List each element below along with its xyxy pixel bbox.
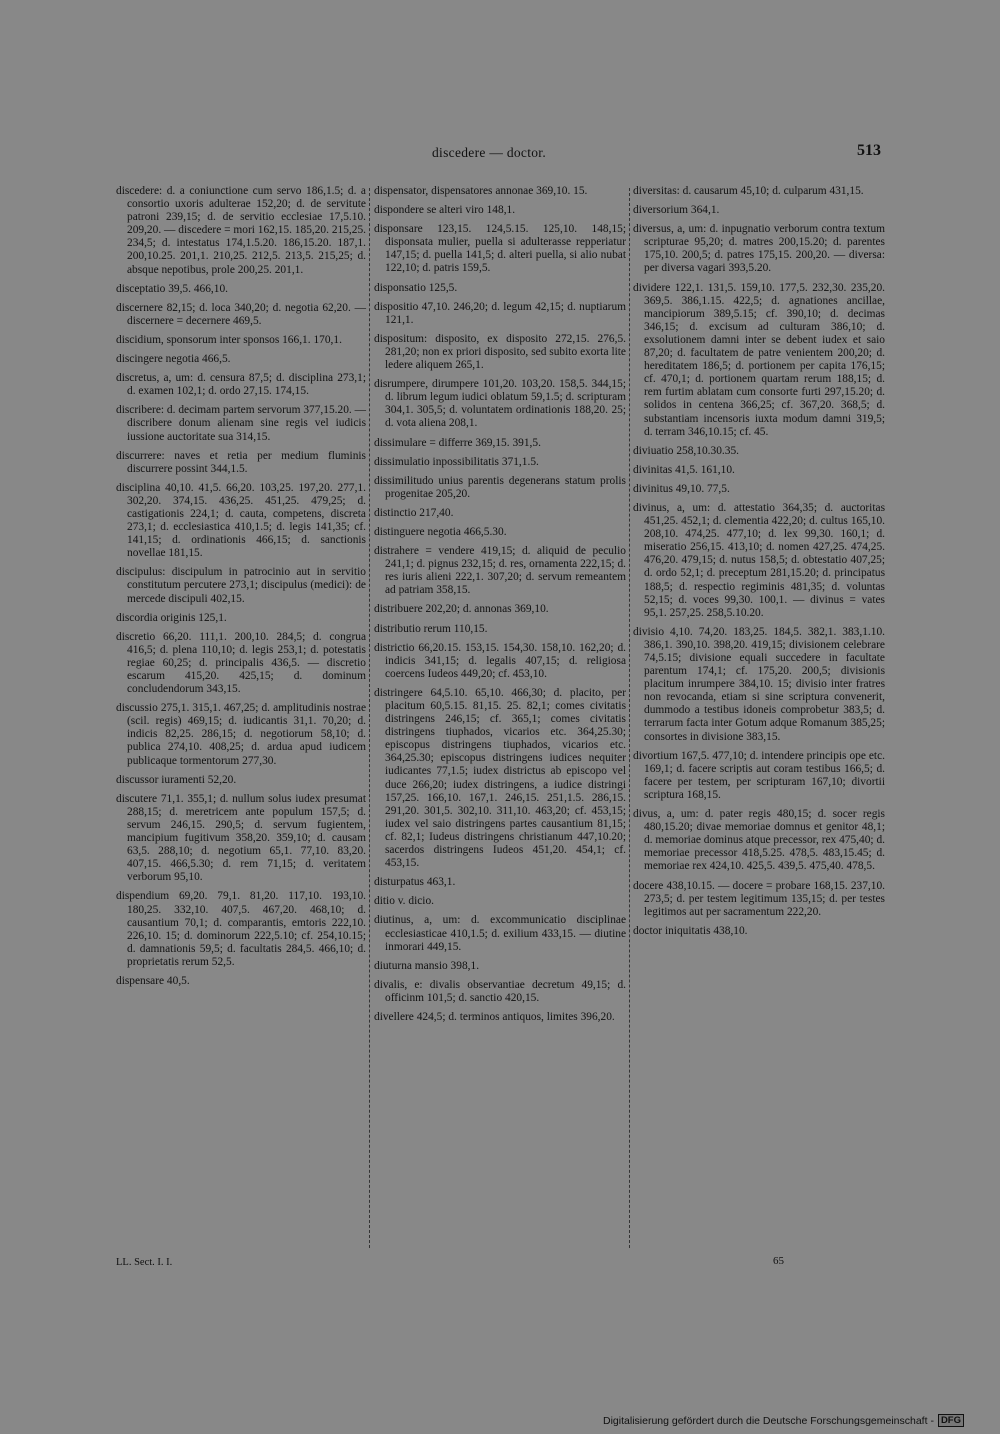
index-entry: dispendium 69,20. 79,1. 81,20. 117,10. 193,10. 180,25. 332,10. 407,5. 467,20. 468,10; d. causantium 70,1; d. comparantis, emtoris 222,10. 226,10. 15; d. dominorum 222,5.10; cf. 254,10.15; d. damnationis 59,5; d. facultatis 284,5. 466,10; d. proprietatis rerum 52,5. [116, 890, 366, 968]
index-entry: discidium, sponsorum inter sponsos 166,1. 170,1. [116, 333, 342, 346]
index-entry: diversus, a, um: d. inpugnatio verborum contra textum scripturae 95,20; d. matres 200,15.20; d. parentes 175,10. 200,5; d. patres 175,15. 200,20. — diversa: per diversa vagari 393,5.20. [633, 223, 885, 275]
index-entry: distinctio 217,40. [374, 506, 454, 519]
running-title: discedere — doctor. [432, 145, 547, 160]
page-header [0, 142, 1000, 169]
index-entry: distrahere = vendere 419,15; d. aliquid de peculio 241,1; d. pignus 232,15; d. res, ornamenta 222,15; d. res iuris alieni 222,1. 307,20; d. servum remeantem ad patriam 358,15. [374, 545, 626, 597]
index-entry: discipulus: discipulum in patrocinio aut in servitio constitutum percutere 273,1; discipulus (medici): de mercede discipuli 402,15. [116, 566, 366, 605]
funding-credit [603, 1414, 964, 1427]
index-entry: dispositio 47,10. 246,20; d. legum 42,15; d. nuptiarum 121,1. [374, 300, 626, 326]
index-entry: divinitus 49,10. 77,5. [633, 482, 730, 495]
dfg-logo-icon: DFG [938, 1414, 964, 1427]
index-entry: docere 438,10.15. — docere = probare 168,15. 237,10. 273,5; d. per testem legitimum 135,15; d. per testes legitimos aut per sacramentum 222,20. [633, 879, 885, 918]
index-entry: discribere: d. decimam partem servorum 377,15.20. — discribere donum alienam sine regis vel iudicis iussione auctoritate sua 314,15. [116, 404, 366, 443]
index-entry: dispondere se alteri viro 148,1. [374, 204, 516, 217]
index-entry: disponsatio 125,5. [374, 281, 458, 294]
sheet-number: 65 [773, 1255, 784, 1267]
index-entry: diutinus, a, um: d. excommunicatio disciplinae ecclesiasticae 410,1.5; d. exilium 433,15. — diutine inmorari 449,15. [374, 914, 626, 953]
index-entry: diversorium 364,1. [633, 204, 720, 217]
column-divider-2 [629, 188, 630, 1248]
index-entry: ditio v. dicio. [374, 895, 435, 908]
index-entry: districtio 66,20.15. 153,15. 154,30. 158,10. 162,20; d. indicis 341,15; d. legalis 407,15; d. religiosa coercens Iudeos 449,20; cf. 453,10. [374, 641, 626, 680]
index-entry: dispositum: disposito, ex disposito 272,15. 276,5. 281,20; non ex priori disposito, sed subito exorta lite ledere aliquem 265,1. [374, 332, 626, 372]
page-number: 513 [857, 142, 881, 159]
index-entry: divisio 4,10. 74,20. 183,25. 184,5. 382,1. 383,1.10. 386,1. 390,10. 398,20. 419,15; divisionem celebrare 74,5.15; divisione equali succedere in facultate parentum 174,1; cf. 175,20. 200,5; divisionis placitum inrumpere 384,10. 15; divisio inter fratres non revocanda, etiam si sine scriptura convenerit, dummodo a testibus idoneis comprobetur 383,5; d. terrarum facta inter Gotum adque Romanum 385,25; consortes in divisione 383,15. [633, 625, 885, 743]
index-entry: diuturna mansio 398,1. [374, 959, 480, 972]
index-entry: divalis, e: divalis observantiae decretum 49,15; d. officinm 101,5; d. sanctio 420,15. [374, 978, 626, 1004]
column-divider-1 [369, 188, 370, 1248]
index-entry: diviuatio 258,10.30.35. [633, 444, 739, 457]
sheet-signature: LL. Sect. I. I. [116, 1257, 173, 1268]
index-entry: divus, a, um: d. pater regis 480,15; d. socer regis 480,15.20; divae memoriae domnus et genitor 48,1; d. memoriae dominus atque precessor, rex 475,40; d. memoriae precessor 418,5.25. 478,5. 483,15.45; d. memoriae rex 424,10. 425,5. 439,5. 475,40. 478,5. [633, 808, 885, 873]
index-entry: discussor iuramenti 52,20. [116, 773, 237, 786]
index-column-1 [116, 185, 366, 994]
index-entry: discussio 275,1. 315,1. 467,25; d. amplitudinis nostrae (scil. regis) 469,15; d. iudicantis 31,1. 70,20; d. indicis 82,25. 286,15; d. negotiorum 58,10; d. publica 274,10. 408,25; d. ardua apud iudicem publicaque tormentorum 277,30. [116, 702, 366, 767]
index-entry: distinguere negotia 466,5.30. [374, 525, 507, 538]
index-entry: divinus, a, um: d. attestatio 364,35; d. auctoritas 451,25. 452,1; d. clementia 422,20; d. cultus 165,10. 208,10. 474,25. 477,10; d. lex 99,30. 160,1; d. miseratio 256,15. 413,10; d. nomen 427,25. 474,25. 476,20. 479,15; d. nutus 158,5; d. obtestatio 407,25; d. ordo 52,1; d. preceptum 281,15.20; d. principatus 188,5; d. respectio regiminis 481,35; d. voluntas 52,15; d. voces 99,30. 100,1. — divinus = vates 95,1. 257,25. 258,5.10.20. [633, 501, 885, 619]
index-entry: divortium 167,5. 477,10; d. intendere principis ope etc. 169,1; d. facere scriptis aut coram testibus 166,5; d. facere per testem, per scripturam 167,10; divortii scriptura 168,15. [633, 749, 885, 801]
index-entry: disciplina 40,10. 41,5. 66,20. 103,25. 197,20. 277,1. 302,20. 374,15. 436,25. 451,25. 479,25; d. castigationis 224,1; d. cauta, competens, discreta 273,1; d. ecclesiastica 410,1.5; d. legis 141,35; cf. 141,15; d. ordinationis 466,15; d. sanctionis novellae 181,15. [116, 481, 366, 560]
index-column-3 [633, 185, 885, 944]
index-entry: discedere: d. a coniunctione cum servo 186,1.5; d. a consortio uxoris adulterae 152,20; d. de servitute patroni 239,15; d. de servitio ecclesiae 17,5.10. 209,20. — discedere = mori 162,15. 185,20. 215,25. 234,5; d. intestatus 174,1.5.20. 186,15.20. 187,1. 200,10.25. 201,1. 210,25. 212,5. 213,5. 215,25; d. absque nepotibus, prole 200,25. 201,1. [116, 185, 366, 276]
index-entry: divinitas 41,5. 161,10. [633, 463, 735, 476]
index-entry: dispensator, dispensatores annonae 369,10. 15. [374, 185, 588, 197]
index-entry: disrumpere, dirumpere 101,20. 103,20. 158,5. 344,15; d. librum legum iudici oblatum 59,1.5; d. scripturam 304,1. 305,5; d. voluntatem ordinationis 188,20. 25; d. vota aliena 208,1. [374, 378, 626, 430]
index-entry: discingere negotia 466,5. [116, 353, 231, 366]
index-entry: dispensare 40,5. [116, 974, 190, 987]
index-entry: dissimulatio inpossibilitatis 371,1.5. [374, 455, 539, 468]
index-entry: discordia originis 125,1. [116, 611, 227, 624]
index-entry: discurrere: naves et retia per medium fluminis discurrere possint 344,1.5. [116, 449, 366, 475]
index-entry: disturpatus 463,1. [374, 876, 456, 889]
index-entry: discretus, a, um: d. censura 87,5; d. disciplina 273,1; d. examen 102,1; d. ordo 27,15. 174,15. [116, 372, 366, 398]
index-entry: divellere 424,5; d. terminos antiquos, limites 396,20. [374, 1010, 615, 1023]
index-entry: doctor iniquitatis 438,10. [633, 924, 748, 937]
credit-text: Digitalisierung gefördert durch die Deutsche Forschungsgemeinschaft - [603, 1414, 934, 1427]
index-entry: discretio 66,20. 111,1. 200,10. 284,5; d. congrua 416,5; d. plena 110,10; d. legis 253,1; d. potestatis regiae 60,25; d. principalis 436,5. — discretio escarum 415,20. 425,15; d. dominum concludendorum 343,15. [116, 630, 366, 696]
index-entry: discernere 82,15; d. loca 340,20; d. negotia 62,20. — discernere = decernere 469,5. [116, 301, 366, 327]
index-entry: diversitas: d. causarum 45,10; d. culparum 431,15. [633, 185, 864, 197]
index-entry: distribuere 202,20; d. annonas 369,10. [374, 603, 549, 616]
index-entry: dissimulare = differre 369,15. 391,5. [374, 436, 541, 449]
index-entry: dissimilitudo unius parentis degenerans statum prolis progenitae 205,20. [374, 474, 626, 500]
index-entry: dividere 122,1. 131,5. 159,10. 177,5. 232,30. 235,20. 369,5. 386,1.15. 422,5; d. agnationes ancillae, mancipiorum 389,5.15; cf. 390,10; d. decimas 346,15; d. excisum ad culturam 386,10; d. exsolutionem damni inter se debent iudex et saio 87,20; d. facultatem de patre venientem 200,20; d. hereditatem 186,5; d. portionem per capita 176,15; cf. 470,1; d. portionem quartam rerum 188,15; d. rem furtim ablatam cum consorte furti 297,15.20; d. solidos in centena 366,25; cf. 367,20. 368,5; d. substantiam incensoris iuxta modum damni 319,5; d. terram 346,10.15; cf. 45. [633, 281, 885, 438]
index-entry: disponsare 123,15. 124,5.15. 125,10. 148,15; disponsata mulier, puella si adulterasse repperiatur 147,15; d. puella 141,5; d. alteri puella, si alio nubat 122,10; d. patris 159,5. [374, 223, 626, 275]
index-column-2 [374, 185, 626, 1030]
index-entry: distringere 64,5.10. 65,10. 466,30; d. placito, per placitum 60,5.15. 81,15. 25. 82,1; comes civitatis distringens 246,15; cf. 365,1; comes civitatis distringens tiuphados, vicarios etc. 364,25.30; episcopus distringens tiuphados, vicarios etc. 364,25.30; episcopus distringens iudices nequiter iudicantes 77,1.5; iudex districtus ab episcopo vel duce 266,20; iudex distringens, a iudice distringi 157,25. 166,10. 167,1. 246,15. 251,1.5. 286,15. 291,20. 301,5. 302,10. 311,10. 463,20; cf. 453,15; iudex vel saio distringens partes causantium 81,15; cf. 82,1; Iudeus distringens christianum 447,10.20; sacerdos distringens Iudeos 451,20. 454,1; cf. 453,15. [374, 686, 626, 870]
index-entry: distributio rerum 110,15. [374, 622, 488, 635]
index-entry: disceptatio 39,5. 466,10. [116, 282, 228, 295]
index-entry: discutere 71,1. 355,1; d. nullum solus iudex presumat 288,15; d. meretricem ante populum 157,5; d. servum 246,15. 290,5; d. servum fugientem, mancipium fugitivum 358,20. 359,10; d. causam 63,5. 288,10; d. negotium 65,1. 77,10. 83,20. 407,15. 466,5.30; d. rem 71,15; d. veritatem verborum 95,10. [116, 792, 366, 884]
